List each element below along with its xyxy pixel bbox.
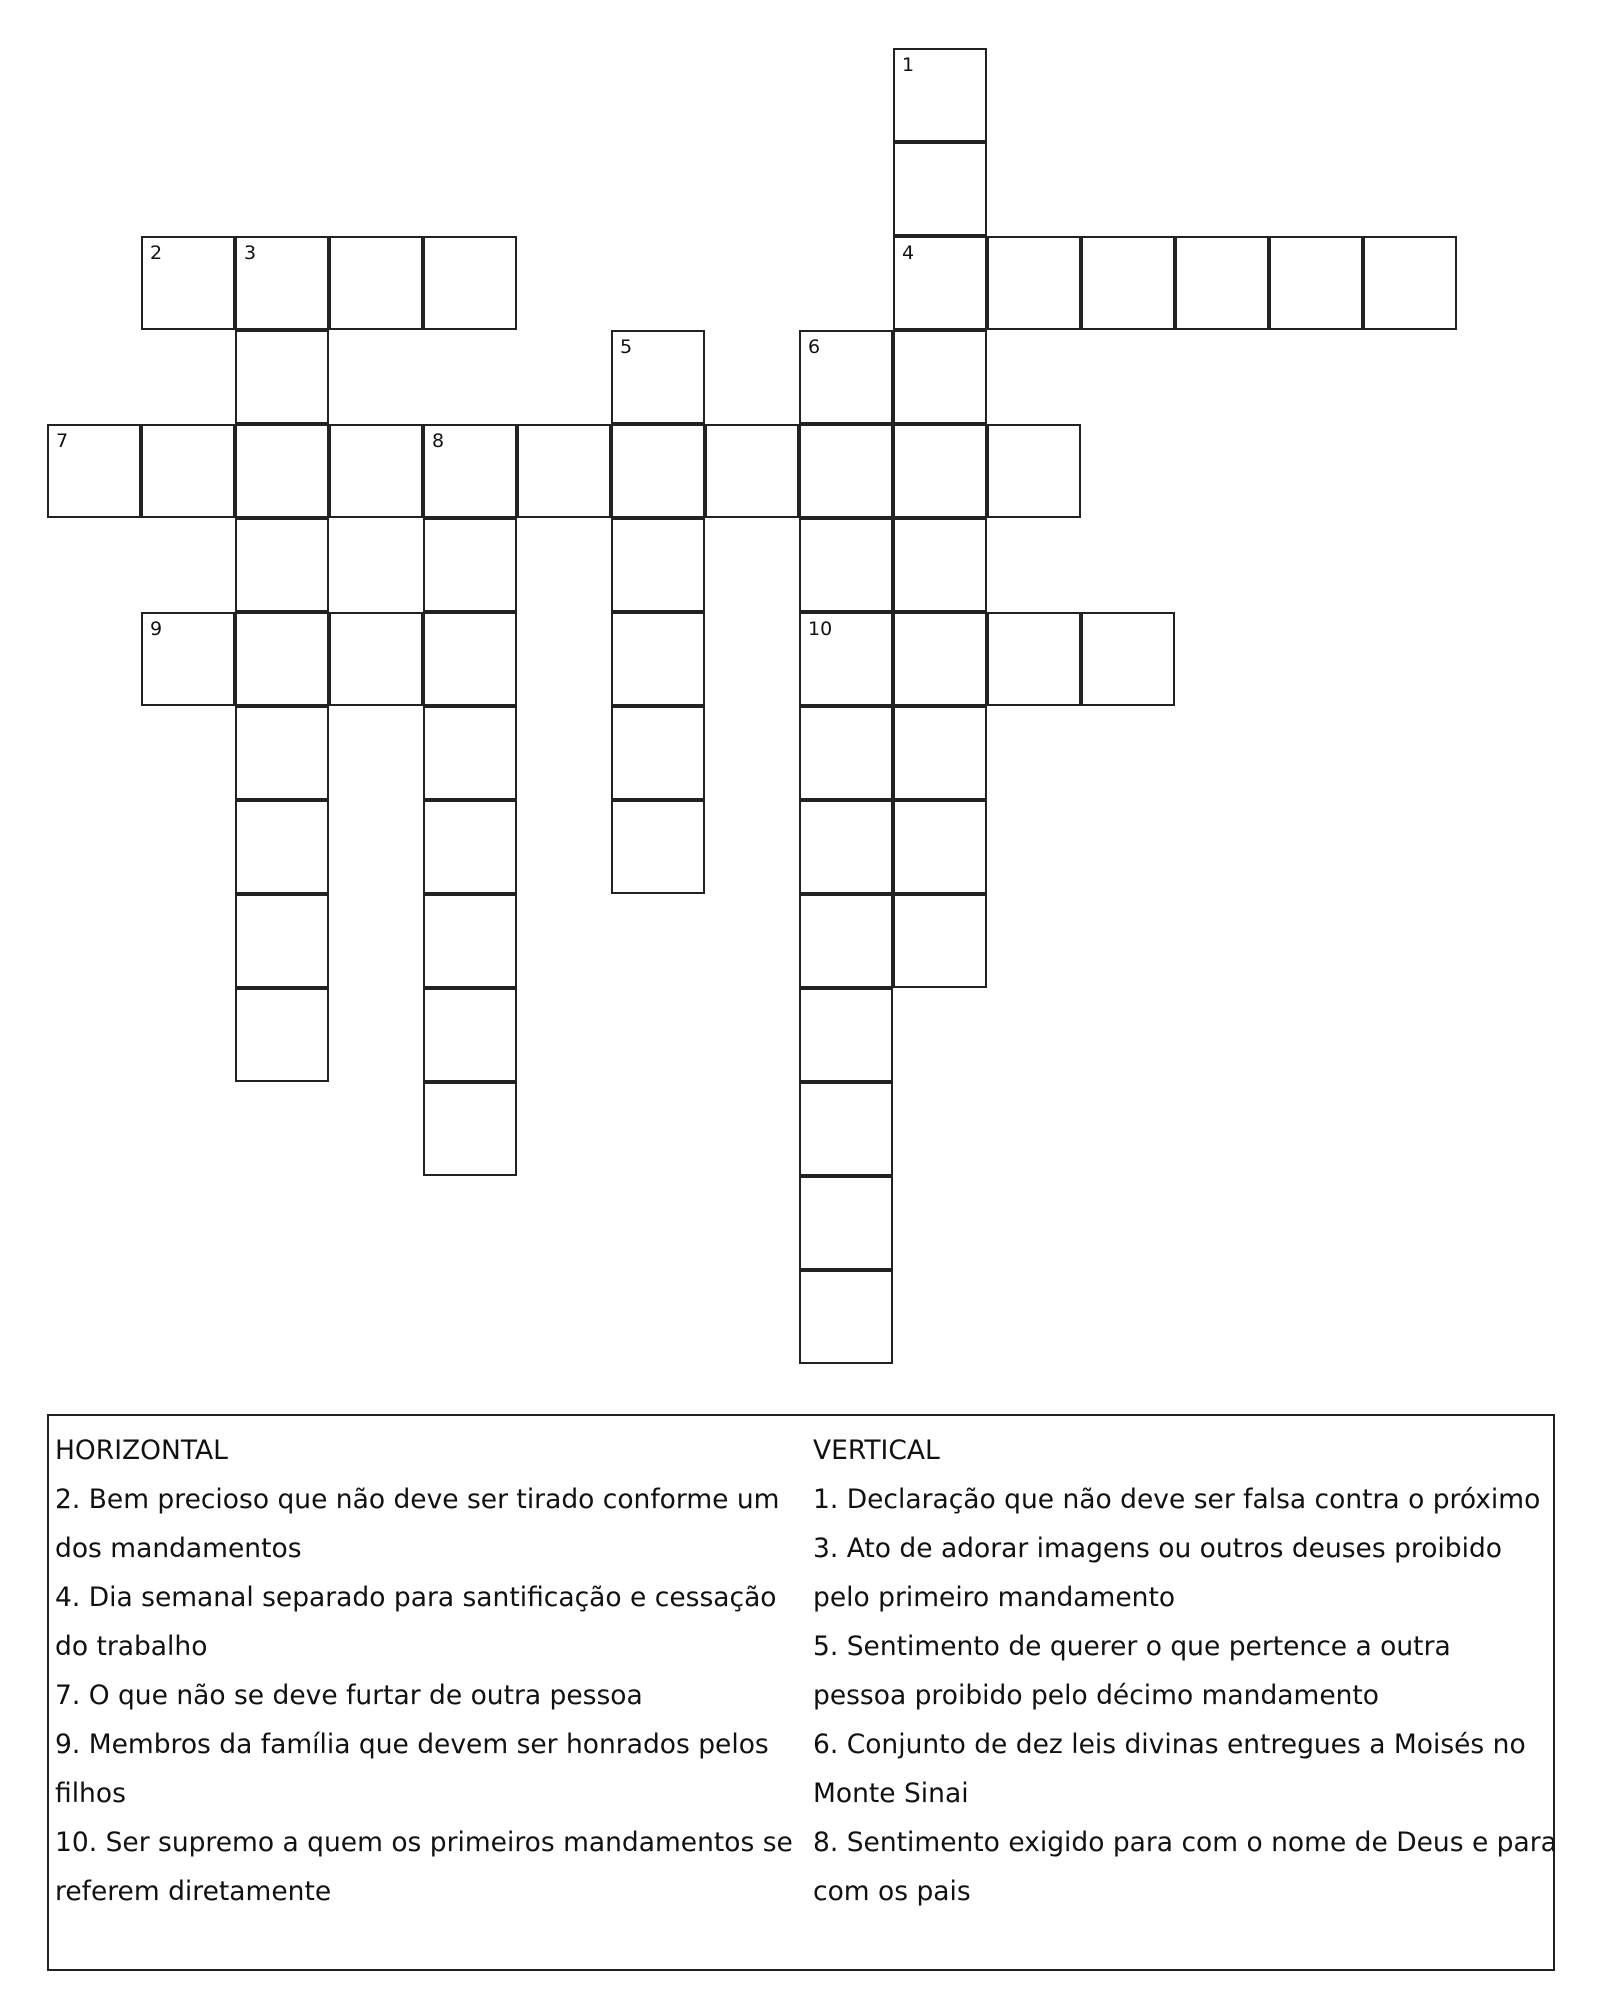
crossword-cell[interactable] [329, 424, 423, 518]
horizontal-heading: HORIZONTAL [55, 1435, 228, 1466]
horizontal-clues [55, 1426, 800, 1916]
crossword-cell[interactable] [1081, 236, 1175, 330]
horizontal-clue-line: dos mandamentos [55, 1533, 302, 1564]
horizontal-clue-line: referem diretamente [55, 1876, 332, 1907]
clue-number: 1 [902, 54, 915, 76]
crossword-cell[interactable] [799, 1270, 893, 1364]
vertical-clue-line: 6. Conjunto de dez leis divinas entregues a Moisés no [813, 1729, 1526, 1760]
crossword-cell[interactable] [705, 424, 799, 518]
crossword-cell[interactable] [893, 894, 987, 988]
crossword-cell[interactable] [141, 612, 235, 706]
vertical-heading: VERTICAL [813, 1435, 940, 1466]
clue-number: 2 [150, 242, 163, 264]
crossword-cell[interactable] [235, 612, 329, 706]
horizontal-clue-line: 10. Ser supremo a quem os primeiros mandamentos se [55, 1827, 793, 1858]
crossword-cell[interactable] [893, 142, 987, 236]
vertical-clue-line: 1. Declaração que não deve ser falsa contra o próximo [813, 1484, 1541, 1515]
crossword-cell[interactable] [893, 518, 987, 612]
crossword-cell[interactable] [517, 424, 611, 518]
crossword-cell[interactable] [423, 236, 517, 330]
vertical-clue-line: 8. Sentimento exigido para com o nome de Deus e para [813, 1827, 1557, 1858]
crossword-cell[interactable] [423, 800, 517, 894]
crossword-cell[interactable] [235, 706, 329, 800]
horizontal-clue-line: filhos [55, 1778, 126, 1809]
crossword-cell[interactable] [611, 800, 705, 894]
crossword-cell[interactable] [611, 518, 705, 612]
clue-number: 7 [56, 430, 69, 452]
crossword-cell[interactable] [423, 988, 517, 1082]
crossword-cell[interactable] [799, 800, 893, 894]
vertical-clues [813, 1426, 1558, 1916]
crossword-cell[interactable] [799, 706, 893, 800]
crossword-cell[interactable] [987, 236, 1081, 330]
crossword-cell[interactable] [235, 330, 329, 424]
crossword-cell[interactable] [611, 424, 705, 518]
crossword-cell[interactable] [1269, 236, 1363, 330]
crossword-cell[interactable] [799, 988, 893, 1082]
crossword-cell[interactable] [423, 1082, 517, 1176]
horizontal-clue-line: 4. Dia semanal separado para santificação e cessação [55, 1582, 777, 1613]
crossword-cell[interactable] [235, 518, 329, 612]
clue-number: 9 [150, 618, 163, 640]
crossword-cell[interactable] [329, 612, 423, 706]
crossword-cell[interactable] [235, 800, 329, 894]
horizontal-clue-line: 7. O que não se deve furtar de outra pessoa [55, 1680, 643, 1711]
crossword-cell[interactable] [423, 706, 517, 800]
crossword-cell[interactable] [799, 518, 893, 612]
crossword-cell[interactable] [799, 894, 893, 988]
crossword-cell[interactable] [611, 330, 705, 424]
crossword-cell[interactable] [987, 424, 1081, 518]
crossword-cell[interactable] [329, 236, 423, 330]
crossword-cell[interactable] [235, 988, 329, 1082]
vertical-clue-line: pessoa proibido pelo décimo mandamento [813, 1680, 1380, 1711]
crossword-cell[interactable] [893, 330, 987, 424]
crossword-cell[interactable] [423, 894, 517, 988]
crossword-cell[interactable] [1363, 236, 1457, 330]
crossword-cell[interactable] [423, 424, 517, 518]
clue-number: 5 [620, 336, 633, 358]
vertical-clue-line: 3. Ato de adorar imagens ou outros deuses proibido [813, 1533, 1503, 1564]
crossword-cell[interactable] [893, 800, 987, 894]
clue-number: 10 [808, 618, 833, 640]
horizontal-clue-line: 9. Membros da família que devem ser honrados pelos [55, 1729, 769, 1760]
crossword-cell[interactable] [235, 424, 329, 518]
crossword-cell[interactable] [141, 424, 235, 518]
horizontal-clue-line: 2. Bem precioso que não deve ser tirado conforme um [55, 1484, 780, 1515]
clue-number: 4 [902, 242, 915, 264]
crossword-cell[interactable] [893, 612, 987, 706]
crossword-cell[interactable] [611, 706, 705, 800]
vertical-clue-line: com os pais [813, 1876, 971, 1907]
clues-box [47, 1414, 1555, 1971]
crossword-cell[interactable] [611, 612, 705, 706]
crossword-cell[interactable] [799, 1176, 893, 1270]
crossword-cell[interactable] [47, 424, 141, 518]
crossword-cell[interactable] [235, 236, 329, 330]
vertical-clue-line: Monte Sinai [813, 1778, 969, 1809]
crossword-cell[interactable] [893, 236, 987, 330]
vertical-clue-line: 5. Sentimento de querer o que pertence a outra [813, 1631, 1451, 1662]
clue-number: 3 [244, 242, 257, 264]
crossword-cell[interactable] [423, 518, 517, 612]
crossword-cell[interactable] [987, 612, 1081, 706]
vertical-clue-line: pelo primeiro mandamento [813, 1582, 1176, 1613]
crossword-cell[interactable] [799, 1082, 893, 1176]
crossword-cell[interactable] [423, 612, 517, 706]
crossword-cell[interactable] [235, 894, 329, 988]
crossword-cell[interactable] [141, 236, 235, 330]
horizontal-clue-line: do trabalho [55, 1631, 208, 1662]
crossword-cell[interactable] [893, 424, 987, 518]
crossword-cell[interactable] [1081, 612, 1175, 706]
crossword-cell[interactable] [799, 424, 893, 518]
clue-number: 6 [808, 336, 821, 358]
crossword-cell[interactable] [893, 706, 987, 800]
crossword-cell[interactable] [893, 48, 987, 142]
crossword-cell[interactable] [1175, 236, 1269, 330]
crossword-cell[interactable] [799, 612, 893, 706]
clue-number: 8 [432, 430, 445, 452]
crossword-cell[interactable] [799, 330, 893, 424]
